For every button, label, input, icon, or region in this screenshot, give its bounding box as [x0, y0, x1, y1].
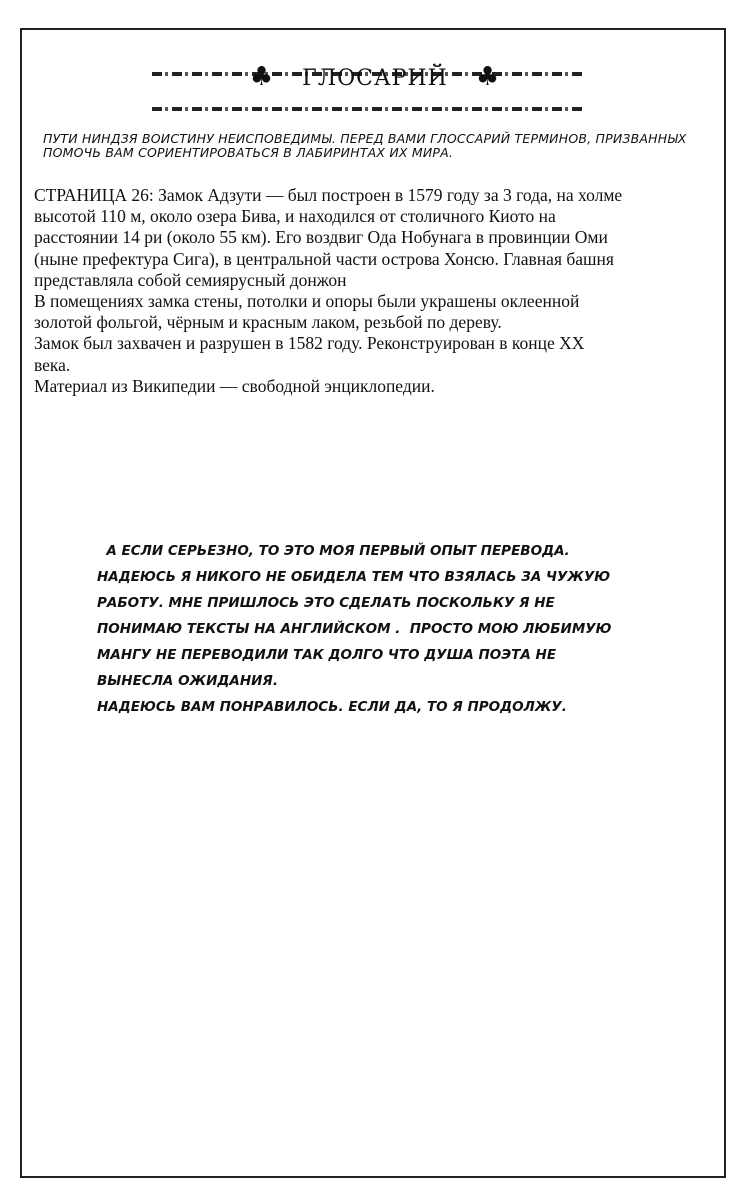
club-suit-icon: ♣ — [249, 62, 275, 92]
entry-line: СТРАНИЦА 26: Замок Адзути — был построен в 1579 году за 3 года, на холме — [34, 185, 623, 205]
glossary-header — [0, 62, 750, 92]
translator-note — [97, 538, 717, 720]
note-line: А ЕСЛИ СЕРЬЕЗНО, ТО ЭТО МОЯ ПЕРВЫЙ ОПЫТ ПЕРЕВОДА. — [97, 543, 570, 559]
entry-line: века. — [34, 354, 71, 375]
note-line: НАДЕЮСЬ ВАМ ПОНРАВИЛОСЬ. ЕСЛИ ДА, ТО Я ПРОДОЛЖУ. — [97, 699, 567, 715]
glossary-entry — [34, 185, 734, 397]
note-line: ПОНИМАЮ ТЕКСТЫ НА АНГЛИЙСКОМ . ПРОСТО МОЮ ЛЮБИМУЮ — [97, 621, 612, 637]
note-line: МАНГУ НЕ ПЕРЕВОДИЛИ ТАК ДОЛГО ЧТО ДУША ПОЭТА НЕ — [97, 647, 557, 663]
entry-line: золотой фольгой, чёрным и красным лаком, резьбой по дереву. — [34, 312, 502, 333]
note-line: ВЫНЕСЛА ОЖИДАНИЯ. — [97, 673, 278, 689]
entry-line: представляла собой семиярусный донжон — [34, 269, 347, 290]
glossary-intro: ПУТИ НИНДЗЯ ВОИСТИНУ НЕИСПОВЕДИМЫ. ПЕРЕД ВАМИ ГЛОССАРИЙ ТЕРМИНОВ, ПРИЗВАННЫХ ПОМОЧЬ ВАМ СОРИЕНТИРОВАТЬСЯ В ЛАБИРИНТАХ ИХ МИРА. — [43, 131, 687, 160]
entry-line: расстоянии 14 ри (около 55 км). Его воздвиг Ода Нобунага в провинции Оми — [34, 227, 608, 248]
decorative-divider-bottom — [152, 107, 584, 111]
entry-line: Замок был захвачен и разрушен в 1582 году. Реконструирован в конце XX — [34, 333, 585, 354]
entry-line: (ныне префектура Сига), в центральной части острова Хонсю. Главная башня — [34, 248, 614, 269]
entry-line: В помещениях замка стены, потолки и опоры были украшены оклеенной — [34, 291, 580, 312]
entry-line: высотой 110 м, около озера Бива, и находился от столичного Киото на — [34, 206, 556, 227]
entry-line: Материал из Википедии — свободной энциклопедии. — [34, 375, 435, 396]
note-line: РАБОТУ. МНЕ ПРИШЛОСЬ ЭТО СДЕЛАТЬ ПОСКОЛЬКУ Я НЕ — [97, 595, 555, 611]
page-title: ГЛОСАРИЙ — [302, 66, 448, 91]
note-line: НАДЕЮСЬ Я НИКОГО НЕ ОБИДЕЛА ТЕМ ЧТО ВЗЯЛАСЬ ЗА ЧУЖУЮ — [97, 569, 611, 585]
club-suit-icon: ♣ — [475, 62, 501, 92]
